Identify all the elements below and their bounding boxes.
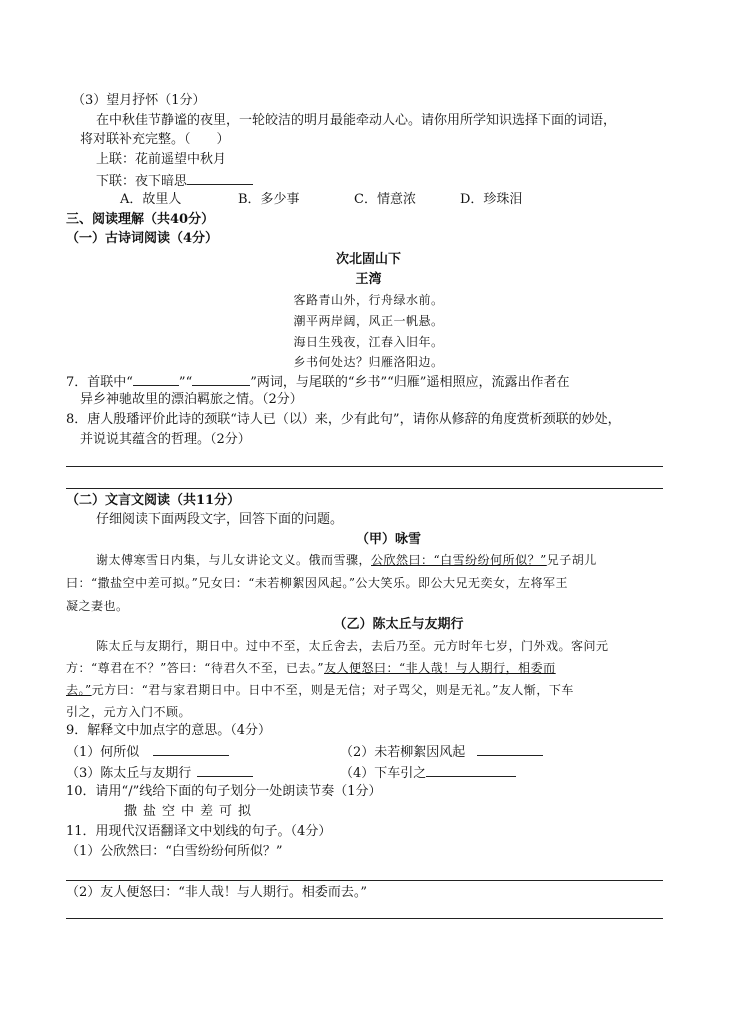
q9-item-3 — [66, 763, 253, 783]
part2-instruction: 仔细阅读下面两段文字，回答下面的问题。 — [96, 512, 344, 527]
q3-prompt-line2: 将对联补充完整。（ ） — [80, 132, 230, 147]
poem-line: 潮平两岸阔，风正一帆悬。 — [293, 314, 444, 328]
option-d[interactable]: D．珍珠泪 — [460, 192, 523, 207]
q7-line2: 异乡神驰故里的漂泊羁旅之情。（2分） — [80, 392, 303, 407]
part1-title: （一）古诗词阅读（4分） — [66, 231, 219, 246]
poem-line: 海日生残夜，江春入旧年。 — [293, 335, 444, 349]
couplet-blank[interactable] — [187, 171, 253, 185]
q10-sentence[interactable]: 撒盐空中差可拟 — [124, 804, 258, 819]
q8-line1: 8．唐人殷璠评价此诗的颈联“诗人已（以）来，少有此句”，请你从修辞的角度赏析颈联的妙处， — [66, 412, 621, 427]
q9-item-label: （1）何所似 — [66, 745, 140, 760]
q3-prompt-line1: 在中秋佳节静谧的夜里，一轮皎洁的明月最能牵动人心。请你用所学知识选择下面的词语， — [96, 113, 617, 128]
jia-text: 谢太傅寒雪日内集，与儿女讲论文义。俄而雪骤， — [96, 553, 372, 567]
jia-line3: 凝之妻也。 — [66, 599, 129, 613]
answer-line[interactable] — [66, 488, 663, 489]
q3-heading: （3）望月抒怀（1分） — [72, 93, 206, 108]
q11-sentence-2: （2）友人便怒曰：“非人哉！与人期行。相委而去。” — [66, 885, 368, 900]
q9-blank[interactable] — [197, 763, 253, 777]
yi-underlined: 友人便怒曰：“非人哉！与人期行，相委而 — [324, 661, 556, 675]
jia-line2: 曰：“撒盐空中差可拟。”兄女曰：“未若柳絮因风起。”公大笑乐。即公大兄无奕女，左将军王 — [66, 576, 569, 590]
poem-line: 乡书何处达？归雁洛阳边。 — [293, 355, 444, 369]
answer-line[interactable] — [66, 880, 663, 881]
q9-item-1 — [66, 742, 229, 762]
couplet-upper: 上联：花前遥望中秋月 — [96, 152, 227, 167]
jia-line1 — [96, 551, 597, 569]
yi-line2 — [66, 659, 556, 677]
q7-line1 — [66, 372, 569, 392]
q9-item-4 — [340, 763, 516, 783]
q9-item-2 — [340, 742, 543, 762]
option-c[interactable]: C．情意浓 — [354, 192, 416, 207]
q9-item-label: （2）未若柳絮因风起 — [340, 745, 466, 760]
poem-author: 王湾 — [355, 272, 382, 287]
couplet-lower-row — [96, 171, 253, 191]
answer-line[interactable] — [66, 466, 663, 467]
q7-text: ”两词，与尾联的“乡书”“归雁”遥相照应，流露出作者在 — [250, 375, 570, 390]
q9-item-label: （3）陈太丘与友期行 — [66, 766, 192, 781]
q11-sentence-1: （1）公欣然曰：“白雪纷纷何所似？” — [66, 844, 283, 859]
q8-line2: 并说说其蕴含的哲理。（2分） — [80, 432, 251, 447]
section3-title: 三、阅读理解（共40分） — [66, 212, 215, 227]
jia-underlined: 公欣然曰：“白雪纷纷何所似？” — [371, 553, 547, 567]
yi-line3 — [66, 681, 574, 699]
q9-item-label: （4）下车引之 — [340, 766, 427, 781]
jia-text: 兄子胡儿 — [546, 553, 597, 567]
q11-title: 11．用现代汉语翻译文中划线的句子。（4分） — [66, 824, 332, 839]
part2-title: （二）文言文阅读（共11分） — [66, 493, 241, 508]
yi-text: 元方曰：“君与家君期日中。日中不至，则是无信；对子骂父，则是无礼。”友人惭，下车 — [91, 683, 574, 697]
q9-title: 9．解释文中加点字的意思。（4分） — [66, 723, 272, 738]
jia-title: （甲）咏雪 — [355, 532, 421, 547]
q9-blank[interactable] — [477, 742, 543, 756]
poem-line: 客路青山外，行舟绿水前。 — [293, 293, 444, 307]
q7-text: ”“ — [178, 375, 193, 390]
q7-text: 7．首联中“ — [66, 375, 133, 390]
yi-underlined: 去。” — [66, 683, 92, 697]
answer-line[interactable] — [66, 918, 663, 919]
poem-title: 次北固山下 — [335, 252, 401, 267]
q9-blank[interactable] — [426, 763, 516, 777]
q10-title: 10．请用“/”线给下面的句子划分一处朗读节奏（1分） — [66, 784, 382, 799]
q7-blank-2[interactable] — [192, 372, 250, 386]
yi-text: 方：“尊君在不？”答曰：“待君久不至，已去。” — [66, 661, 325, 675]
couplet-lower: 下联：夜下暗思 — [96, 174, 188, 189]
option-b[interactable]: B．多少事 — [238, 192, 300, 207]
yi-line1: 陈太丘与友期行，期日中。过中不至，太丘舍去，去后乃至。元方时年七岁，门外戏。客问元 — [96, 639, 609, 653]
q7-blank-1[interactable] — [133, 372, 179, 386]
q9-blank[interactable] — [153, 742, 229, 756]
yi-title: （乙）陈太丘与友期行 — [333, 617, 464, 632]
yi-line4: 引之，元方入门不顾。 — [66, 705, 192, 719]
option-a[interactable]: A．故里人 — [120, 192, 182, 207]
